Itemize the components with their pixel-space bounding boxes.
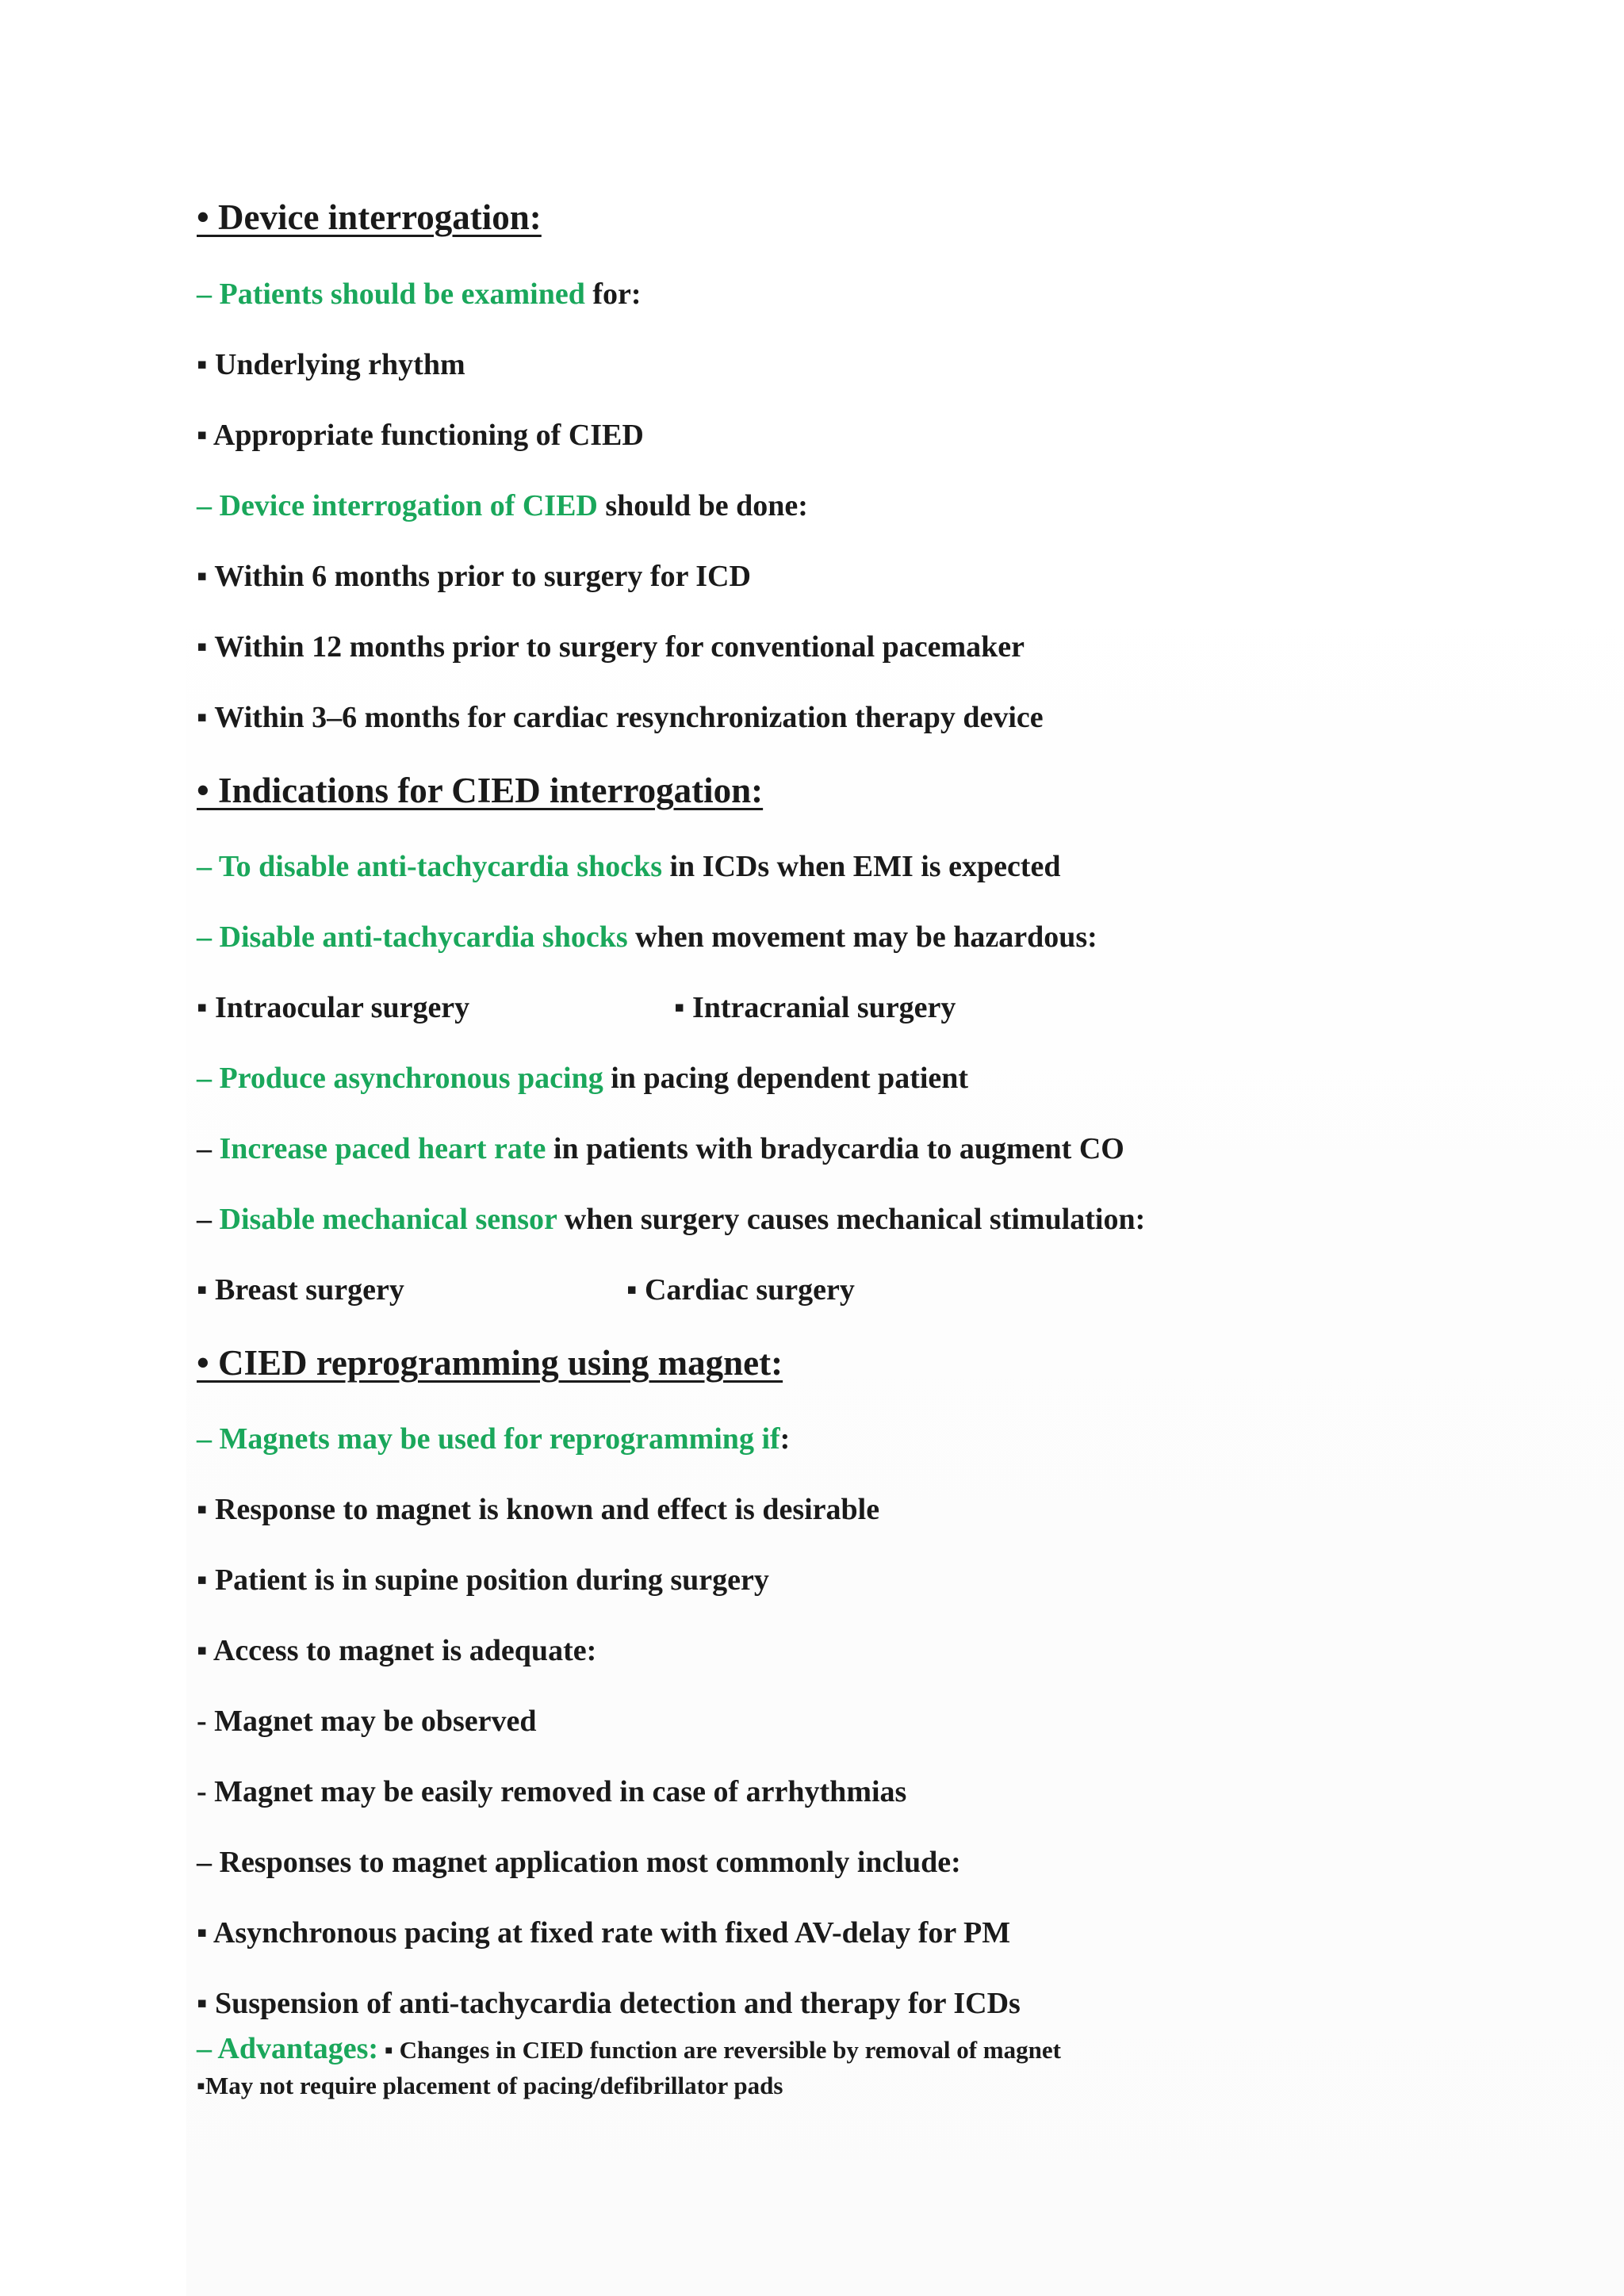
black-phrase: in ICDs when EMI is expected [662,850,1061,883]
bullet-within-3-6-months: ▪ Within 3–6 months for cardiac resynchronization therapy device [197,701,1044,734]
black-phrase: for: [584,277,642,311]
green-phrase: – Disable anti-tachycardia shocks [197,920,628,954]
dash: – [197,1203,220,1236]
green-phrase: – Patients should be examined [197,277,585,311]
section-heading-device-interrogation: • Device interrogation: [197,197,542,237]
line-responses-include: – Responses to magnet application most commonly include: [197,1846,961,1879]
green-phrase: Disable mechanical sensor [219,1203,557,1236]
bullet-within-12-months: ▪ Within 12 months prior to surgery for conventional pacemaker [197,630,1025,664]
black-phrase: when movement may be hazardous: [627,920,1097,954]
dash: – [197,1132,220,1165]
bullet-no-pads: ▪May not require placement of pacing/defibrillator pads [197,2072,783,2099]
black-phrase: ▪ Changes in CIED function are reversible by removal of magnet [378,2036,1061,2064]
green-phrase: – To disable anti-tachycardia shocks [197,850,662,883]
black-phrase: in patients with bradycardia to augment CO [546,1132,1124,1165]
bullet-underlying-rhythm: ▪ Underlying rhythm [197,348,465,381]
line-device-interrogation-done [197,491,808,521]
black-phrase: : [779,1422,791,1456]
section-heading-magnet-reprogramming: • CIED reprogramming using magnet: [197,1343,783,1383]
line-increase-heart-rate [197,1134,1124,1164]
bullet-asynchronous-pacing-pm: ▪ Asynchronous pacing at fixed rate with fixed AV-delay for PM [197,1916,1011,1950]
line-disable-shocks-emi [197,851,1060,882]
green-phrase: – Produce asynchronous pacing [197,1062,603,1095]
bullet-intracranial-surgery: ▪ Intracranial surgery [674,991,956,1024]
bullet-access-adequate: ▪ Access to magnet is adequate: [197,1634,597,1667]
line-magnets-may-be-used [197,1424,790,1454]
black-phrase: when surgery causes mechanical stimulation: [557,1203,1146,1236]
line-magnet-removed: - Magnet may be easily removed in case of arrhythmias [197,1775,907,1808]
green-phrase: – Advantages: [197,2032,379,2065]
bullet-appropriate-functioning: ▪ Appropriate functioning of CIED [197,419,644,452]
black-phrase: in pacing dependent patient [603,1062,969,1095]
line-patients-examined [197,279,642,309]
bullet-intraocular-surgery: ▪ Intraocular surgery [197,991,470,1024]
green-phrase: – Magnets may be used for reprogramming if [197,1422,780,1456]
section-heading-indications: • Indications for CIED interrogation: [197,771,764,810]
black-phrase: should be done: [597,489,808,522]
bullet-supine-position: ▪ Patient is in supine position during surgery [197,1563,769,1597]
line-disable-mechanical-sensor [197,1204,1145,1234]
green-phrase: – Device interrogation of CIED [197,489,598,522]
bullet-within-6-months: ▪ Within 6 months prior to surgery for ICD [197,560,751,593]
green-phrase: Increase paced heart rate [219,1132,546,1165]
bullet-suspension-icd: ▪ Suspension of anti-tachycardia detection and therapy for ICDs [197,1987,1021,2020]
line-disable-shocks-movement [197,922,1097,952]
bullet-cardiac-surgery: ▪ Cardiac surgery [626,1273,855,1307]
line-magnet-observed: - Magnet may be observed [197,1705,537,1738]
bullet-breast-surgery: ▪ Breast surgery [197,1273,404,1307]
bullet-response-known: ▪ Response to magnet is known and effect is desirable [197,1493,880,1526]
line-asynchronous-pacing [197,1063,968,1093]
line-advantages [197,2034,1061,2064]
